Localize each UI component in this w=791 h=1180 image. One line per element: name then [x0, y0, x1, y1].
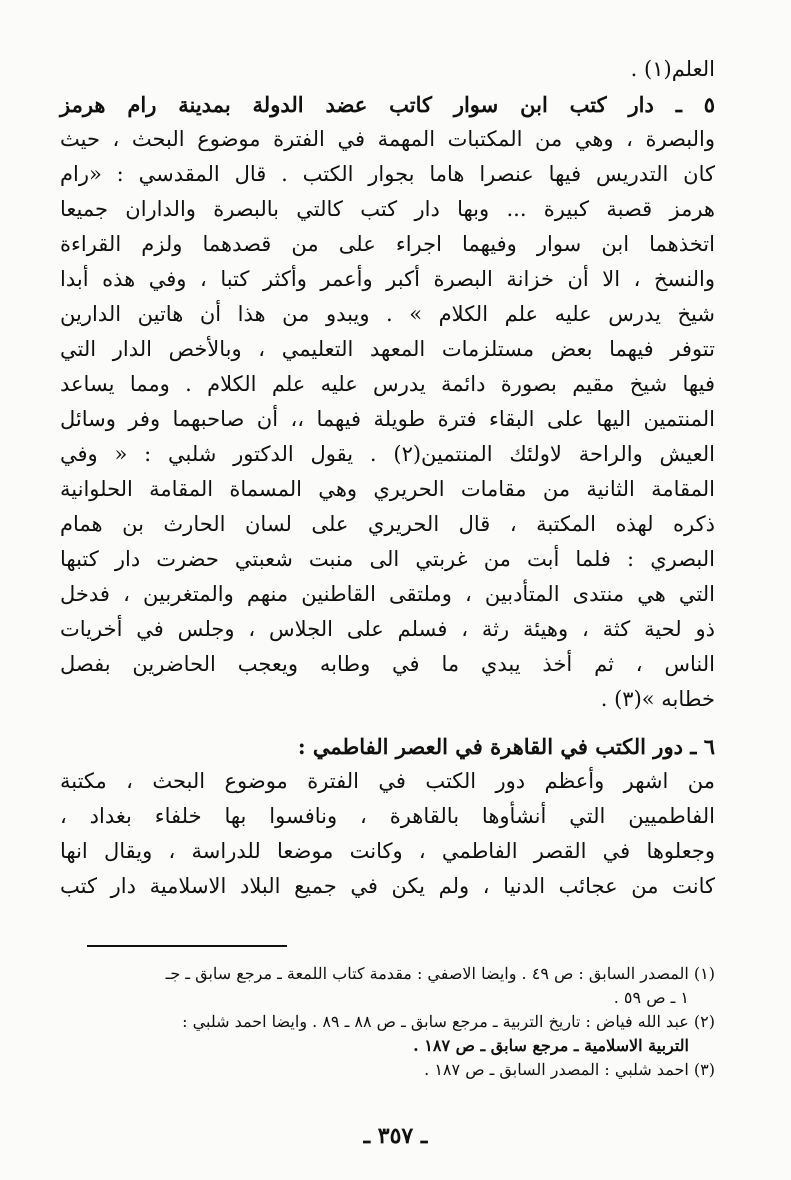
footnote-2-cont: التربية الاسلامية ـ مرجع سابق ـ ص ١٨٧ .	[413, 1036, 689, 1055]
text-line: فيها شيخ مقيم بصورة دائمة يدرس عليه علم الكلام . ومما يساعد	[60, 372, 715, 396]
footnote-2: (٢) عبد الله فياض : تاريخ التربية ـ مرجع سابق ـ ص ٨٨ ـ ٨٩ . وايضا احمد شلبي :	[182, 1012, 715, 1031]
page-number: ـ ٣٥٧ ـ	[363, 1123, 428, 1149]
text-line: خطابه »(٣) .	[600, 687, 715, 711]
text-line: الناس ، ثم أخذ يبدي ما في وطابه ويعجب الحاضرين بفصل	[60, 652, 715, 676]
text-line: والبصرة ، وهي من المكتبات المهمة في الفترة موضوع البحث ، حيث	[60, 127, 715, 151]
text-line: كان التدريس فيها عنصرا هاما بجوار الكتب . قال المقدسي : «رام	[60, 162, 715, 186]
text-line: المقامة الثانية من مقامات الحريري وهي المسماة المقامة الحلوانية	[60, 477, 715, 501]
text-line: التي هي منتدى المتأدبين ، وملتقى القاطنين منهم والمتغربين ، فدخل	[60, 582, 715, 606]
text-line: هرمز قصبة كبيرة ... وبها دار كتب كالتي بالبصرة والداران جميعا	[60, 197, 715, 221]
text-line: اتخذهما ابن سوار وفيهما اجراء على من قصدهما ولزم القراءة	[60, 232, 715, 256]
footnote-1: (١) المصدر السابق : ص ٤٩ . وايضا الاصفي : مقدمة كتاب اللمعة ـ مرجع سابق ـ جـ	[165, 964, 715, 983]
text-line: تتوفر فيهما بعض مستلزمات المعهد التعليمي ، وبالأخص الدار التي	[60, 337, 715, 361]
text-line: العيش والراحة لاولئك المنتمين(٢) . يقول الدكتور شلبي : « وفي	[60, 442, 716, 466]
text-line: ذو لحية كثة ، وهيئة رثة ، فسلم على الجلاس ، وجلس في أخريات	[60, 617, 715, 641]
footnote-3: (٣) احمد شلبي : المصدر السابق ـ ص ١٨٧ .	[424, 1060, 715, 1079]
footnote-separator	[87, 945, 287, 947]
text-line: البصري : فلما أبت من غربتي الى منبت شعبتي حضرت دار كتبها	[60, 547, 715, 571]
footnotes	[60, 962, 715, 1082]
text-line: الفاطميين التي أنشأوها بالقاهرة ، ونافسوا بها خلفاء بغداد ،	[60, 804, 715, 828]
body-text	[60, 52, 715, 904]
text-line: من اشهر وأعظم دور الكتب في الفترة موضوع البحث ، مكتبة	[60, 769, 715, 793]
text-line: العلم(١) .	[630, 57, 715, 81]
text-line: كانت من عجائب الدنيا ، ولم يكن في جميع البلاد الاسلامية دار كتب	[60, 874, 715, 898]
text-line: المنتمين اليها على البقاء فترة طويلة فيهما ،، أن صاحبهما وفر وسائل	[60, 407, 715, 431]
text-line: والنسخ ، الا أن خزانة البصرة أكبر وأعمر وأكثر كتبا ، وفي هذه أبدا	[60, 267, 715, 291]
section-heading-6: ٦ ـ دور الكتب في القاهرة في العصر الفاطمي :	[297, 734, 715, 759]
section-heading-5: ٥ ـ دار كتب ابن سوار كاتب عضد الدولة بمدينة رام هرمز	[60, 92, 715, 117]
text-line: ذكره لهذه المكتبة ، قال الحريري على لسان الحارث بن همام	[60, 512, 715, 536]
footnote-1-cont: ١ ـ ص ٥٩ .	[613, 988, 689, 1007]
text-line: وجعلوها في القصر الفاطمي ، وكانت موضعا للدراسة ، ويقال انها	[60, 839, 715, 863]
text-line: شيخ يدرس عليه علم الكلام » . ويبدو من هذا أن هاتين الدارين	[60, 302, 715, 326]
